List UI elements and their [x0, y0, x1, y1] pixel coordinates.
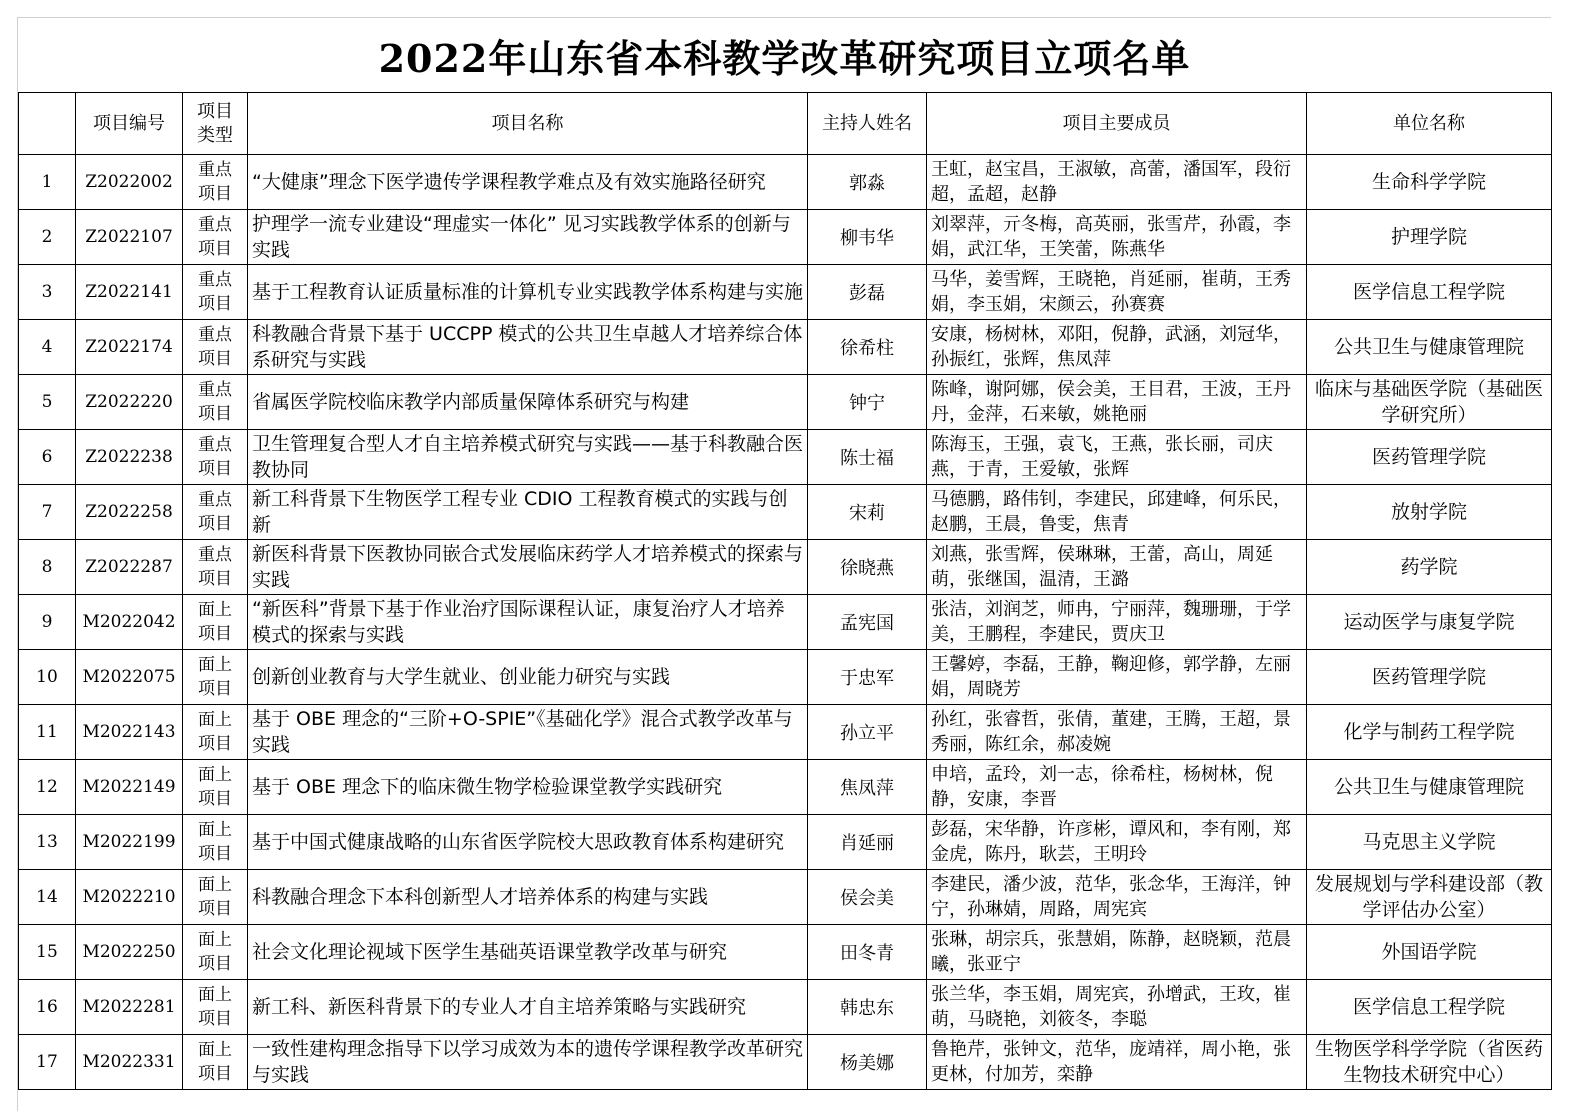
row-index: 12	[19, 760, 76, 815]
project-name: 新工科、新医科背景下的专业人才自主培养策略与实践研究	[248, 980, 808, 1035]
table-row	[19, 1035, 1552, 1090]
unit-name: 公共卫生与健康管理院	[1307, 760, 1552, 815]
row-index: 3	[19, 265, 76, 320]
row-index: 10	[19, 650, 76, 705]
unit-name: 药学院	[1307, 540, 1552, 595]
unit-name: 生物医学科学学院（省医药生物技术研究中心）	[1307, 1035, 1552, 1090]
unit-name: 医学信息工程学院	[1307, 980, 1552, 1035]
row-index: 7	[19, 485, 76, 540]
host-name: 焦凤萍	[808, 760, 927, 815]
project-name: “大健康”理念下医学遗传学课程教学难点及有效实施路径研究	[248, 155, 808, 210]
project-type-line2: 项目	[198, 899, 232, 919]
project-code: Z2022220	[76, 375, 183, 430]
project-name: 基于工程教育认证质量标准的计算机专业实践教学体系构建与实施	[248, 265, 808, 320]
project-code: M2022331	[76, 1035, 183, 1090]
project-type-line1: 面上	[198, 710, 232, 730]
project-type	[183, 1035, 248, 1090]
project-type-line2: 项目	[198, 954, 232, 974]
host-name: 彭磊	[808, 265, 927, 320]
project-members: 安康，杨树林，邓阳，倪静，武涵，刘冠华，孙振红，张辉，焦凤萍	[927, 320, 1307, 375]
project-members: 张兰华，李玉娟，周宪宾，孙增武，王玫，崔萌，马晓艳，刘筱冬，李聪	[927, 980, 1307, 1035]
project-type-line1: 重点	[198, 435, 232, 455]
project-members: 李建民，潘少波，范华，张念华，王海洋，钟宁，孙琳婧，周路，周宪宾	[927, 870, 1307, 925]
project-type-line2: 项目	[198, 349, 232, 369]
unit-name: 医药管理学院	[1307, 430, 1552, 485]
project-type-line1: 重点	[198, 380, 232, 400]
table-row	[19, 870, 1552, 925]
project-type-line1: 面上	[198, 820, 232, 840]
row-index: 1	[19, 155, 76, 210]
project-name: 省属医学院校临床教学内部质量保障体系研究与构建	[248, 375, 808, 430]
project-code: Z2022141	[76, 265, 183, 320]
project-type-line2: 项目	[198, 789, 232, 809]
project-name: 科教融合背景下基于 UCCPP 模式的公共卫生卓越人才培养综合体系研究与实践	[248, 320, 808, 375]
unit-name: 外国语学院	[1307, 925, 1552, 980]
table-body	[19, 155, 1552, 1090]
header-type-line2: 类型	[197, 124, 233, 146]
project-type	[183, 210, 248, 265]
header-members: 项目主要成员	[927, 93, 1307, 155]
project-type-line1: 重点	[198, 545, 232, 565]
host-name: 徐希柱	[808, 320, 927, 375]
project-type	[183, 815, 248, 870]
project-type	[183, 320, 248, 375]
project-name: 卫生管理复合型人才自主培养模式研究与实践——基于科教融合医教协同	[248, 430, 808, 485]
table-row	[19, 760, 1552, 815]
header-index	[19, 93, 76, 155]
project-name: “新医科”背景下基于作业治疗国际课程认证，康复治疗人才培养模式的探索与实践	[248, 595, 808, 650]
host-name: 韩忠东	[808, 980, 927, 1035]
project-code: Z2022174	[76, 320, 183, 375]
project-type-line1: 面上	[198, 875, 232, 895]
project-members: 鲁艳芹，张钟文，范华，庞靖祥，周小艳，张更林，付加芳，栾静	[927, 1035, 1307, 1090]
project-type-line2: 项目	[198, 294, 232, 314]
table-row	[19, 925, 1552, 980]
host-name: 郭淼	[808, 155, 927, 210]
project-type-line1: 面上	[198, 765, 232, 785]
project-type-line2: 项目	[198, 459, 232, 479]
project-members: 刘翠萍，亓冬梅，高英丽，张雪芹，孙霞，李娟，武江华，王笑蕾，陈燕华	[927, 210, 1307, 265]
project-type	[183, 980, 248, 1035]
row-index: 14	[19, 870, 76, 925]
project-code: M2022210	[76, 870, 183, 925]
project-type-line2: 项目	[198, 844, 232, 864]
project-members: 马华，姜雪辉，王晓艳，肖延丽，崔萌，王秀娟，李玉娟，宋颜云，孙赛赛	[927, 265, 1307, 320]
project-members: 申培，孟玲，刘一志，徐希柱，杨树林，倪静，安康，李晋	[927, 760, 1307, 815]
table-row	[19, 430, 1552, 485]
row-index: 2	[19, 210, 76, 265]
header-host: 主持人姓名	[808, 93, 927, 155]
project-name: 新工科背景下生物医学工程专业 CDIO 工程教育模式的实践与创新	[248, 485, 808, 540]
project-code: M2022149	[76, 760, 183, 815]
project-type-line1: 面上	[198, 600, 232, 620]
table-row	[19, 320, 1552, 375]
project-members: 彭磊，宋华静，许彦彬，谭风和，李有刚，郑金虎，陈丹，耿芸，王明玲	[927, 815, 1307, 870]
host-name: 于忠军	[808, 650, 927, 705]
project-type	[183, 595, 248, 650]
document-page	[17, 17, 1551, 1111]
project-name: 社会文化理论视域下医学生基础英语课堂教学改革与研究	[248, 925, 808, 980]
project-type-line1: 重点	[198, 490, 232, 510]
project-name: 基于 OBE 理念下的临床微生物学检验课堂教学实践研究	[248, 760, 808, 815]
project-type-line2: 项目	[198, 679, 232, 699]
document-title: 2022年山东省本科教学改革研究项目立项名单	[378, 35, 1191, 81]
project-type	[183, 155, 248, 210]
table-row	[19, 650, 1552, 705]
table-header-row	[19, 93, 1552, 155]
row-index: 16	[19, 980, 76, 1035]
header-type-line1: 项目	[197, 100, 233, 122]
unit-name: 马克思主义学院	[1307, 815, 1552, 870]
project-type-line2: 项目	[198, 734, 232, 754]
project-type-line2: 项目	[198, 569, 232, 589]
table-row	[19, 375, 1552, 430]
host-name: 陈士福	[808, 430, 927, 485]
project-type-line1: 面上	[198, 985, 232, 1005]
project-type	[183, 540, 248, 595]
host-name: 柳韦华	[808, 210, 927, 265]
project-name: 护理学一流专业建设“理虚实一体化” 见习实践教学体系的创新与实践	[248, 210, 808, 265]
project-type-line2: 项目	[198, 1064, 232, 1084]
project-type-line2: 项目	[198, 624, 232, 644]
unit-name: 发展规划与学科建设部（教学评估办公室）	[1307, 870, 1552, 925]
project-members: 孙红，张睿哲，张倩，董建，王腾，王超，景秀丽，陈红余，郝凌婉	[927, 705, 1307, 760]
header-unit: 单位名称	[1307, 93, 1552, 155]
unit-name: 临床与基础医学院（基础医学研究所）	[1307, 375, 1552, 430]
unit-name: 医药管理学院	[1307, 650, 1552, 705]
host-name: 田冬青	[808, 925, 927, 980]
unit-name: 运动医学与康复学院	[1307, 595, 1552, 650]
unit-name: 护理学院	[1307, 210, 1552, 265]
project-type	[183, 925, 248, 980]
row-index: 11	[19, 705, 76, 760]
host-name: 孟宪国	[808, 595, 927, 650]
project-type-line2: 项目	[198, 239, 232, 259]
host-name: 钟宁	[808, 375, 927, 430]
project-members: 陈海玉，王强，袁飞，王燕，张长丽，司庆燕，于青，王爱敏，张辉	[927, 430, 1307, 485]
header-code: 项目编号	[76, 93, 183, 155]
row-index: 9	[19, 595, 76, 650]
project-type	[183, 430, 248, 485]
project-name: 基于 OBE 理念的“三阶+O-SPIE”《基础化学》混合式教学改革与实践	[248, 705, 808, 760]
table-row	[19, 540, 1552, 595]
project-members: 王馨婷，李磊，王静，鞠迎修，郭学静，左丽娟，周晓芳	[927, 650, 1307, 705]
project-type-line1: 重点	[198, 160, 232, 180]
project-members: 张洁，刘润芝，师冉，宁丽萍，魏珊珊，于学美，王鹏程，李建民，贾庆卫	[927, 595, 1307, 650]
table-row	[19, 980, 1552, 1035]
unit-name: 公共卫生与健康管理院	[1307, 320, 1552, 375]
row-index: 8	[19, 540, 76, 595]
project-code: Z2022287	[76, 540, 183, 595]
project-members: 陈峰，谢阿娜，侯会美，王目君，王波，王丹丹，金萍，石来敏，姚艳丽	[927, 375, 1307, 430]
project-code: M2022199	[76, 815, 183, 870]
project-type	[183, 375, 248, 430]
project-type-line1: 面上	[198, 1040, 232, 1060]
project-code: M2022281	[76, 980, 183, 1035]
project-type-line1: 面上	[198, 930, 232, 950]
host-name: 肖延丽	[808, 815, 927, 870]
row-index: 6	[19, 430, 76, 485]
project-name: 一致性建构理念指导下以学习成效为本的遗传学课程教学改革研究与实践	[248, 1035, 808, 1090]
project-name: 基于中国式健康战略的山东省医学院校大思政教育体系构建研究	[248, 815, 808, 870]
table-row	[19, 595, 1552, 650]
row-index: 5	[19, 375, 76, 430]
table-row	[19, 155, 1552, 210]
host-name: 杨美娜	[808, 1035, 927, 1090]
row-index: 4	[19, 320, 76, 375]
table-row	[19, 210, 1552, 265]
project-name: 创新创业教育与大学生就业、创业能力研究与实践	[248, 650, 808, 705]
unit-name: 化学与制药工程学院	[1307, 705, 1552, 760]
project-type	[183, 265, 248, 320]
project-code: Z2022258	[76, 485, 183, 540]
project-code: Z2022107	[76, 210, 183, 265]
project-members: 王虹，赵宝昌，王淑敏，高蕾，潘国军，段衍超，孟超，赵静	[927, 155, 1307, 210]
row-index: 17	[19, 1035, 76, 1090]
project-members: 刘燕，张雪辉，侯琳琳，王蕾，高山，周延萌，张继国，温清，王潞	[927, 540, 1307, 595]
project-type	[183, 760, 248, 815]
project-code: Z2022238	[76, 430, 183, 485]
project-type-line2: 项目	[198, 1009, 232, 1029]
table-row	[19, 485, 1552, 540]
project-type	[183, 485, 248, 540]
project-code: M2022075	[76, 650, 183, 705]
project-name: 科教融合理念下本科创新型人才培养体系的构建与实践	[248, 870, 808, 925]
project-type-line1: 重点	[198, 270, 232, 290]
project-name: 新医科背景下医教协同嵌合式发展临床药学人才培养模式的探索与实践	[248, 540, 808, 595]
header-type	[183, 93, 248, 155]
project-type	[183, 870, 248, 925]
host-name: 宋莉	[808, 485, 927, 540]
project-members: 马德鹏，路伟钊，李建民，邱建峰，何乐民，赵鹏，王晨，鲁雯，焦青	[927, 485, 1307, 540]
table-row	[19, 705, 1552, 760]
table-row	[19, 815, 1552, 870]
project-type-line2: 项目	[198, 184, 232, 204]
header-name: 项目名称	[248, 93, 808, 155]
project-type	[183, 650, 248, 705]
project-type-line2: 项目	[198, 514, 232, 534]
unit-name: 医学信息工程学院	[1307, 265, 1552, 320]
unit-name: 放射学院	[1307, 485, 1552, 540]
project-type-line1: 面上	[198, 655, 232, 675]
unit-name: 生命科学学院	[1307, 155, 1552, 210]
row-index: 13	[19, 815, 76, 870]
project-code: M2022042	[76, 595, 183, 650]
project-code: M2022250	[76, 925, 183, 980]
host-name: 侯会美	[808, 870, 927, 925]
project-type-line1: 重点	[198, 325, 232, 345]
project-type-line2: 项目	[198, 404, 232, 424]
host-name: 徐晓燕	[808, 540, 927, 595]
project-type	[183, 705, 248, 760]
project-table	[18, 92, 1552, 1090]
project-code: Z2022002	[76, 155, 183, 210]
project-code: M2022143	[76, 705, 183, 760]
project-type-line1: 重点	[198, 215, 232, 235]
table-row	[19, 265, 1552, 320]
row-index: 15	[19, 925, 76, 980]
project-members: 张琳，胡宗兵，张慧娟，陈静，赵晓颖，范晨曦，张亚宁	[927, 925, 1307, 980]
host-name: 孙立平	[808, 705, 927, 760]
